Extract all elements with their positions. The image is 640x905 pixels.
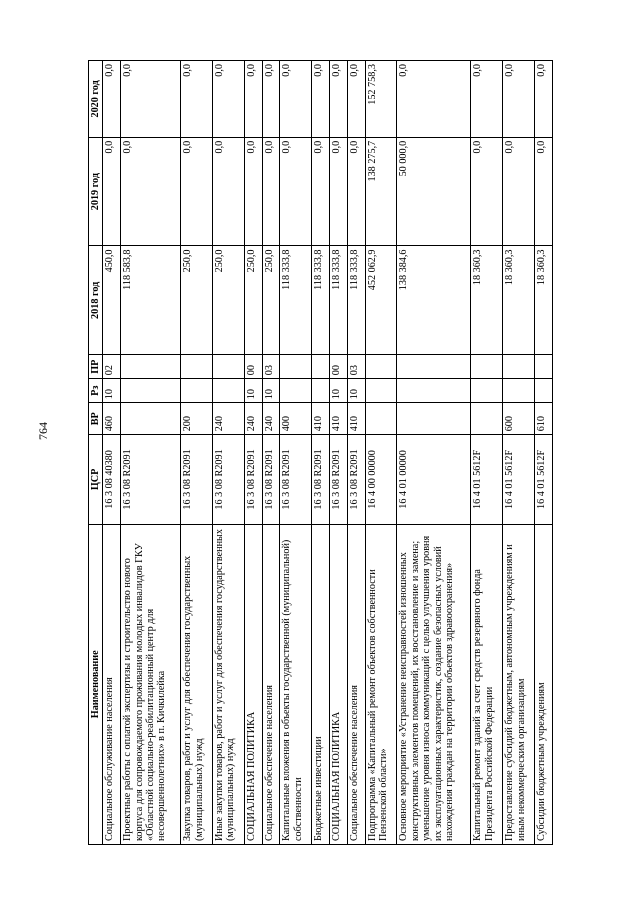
cell-2019: 0,0 [471, 137, 503, 246]
cell-vr: 240 [213, 403, 245, 435]
cell-2020: 0,0 [181, 61, 213, 138]
cell-vr [365, 403, 397, 435]
cell-2019: 138 275,7 [365, 137, 397, 246]
cell-2019: 0,0 [503, 137, 535, 246]
cell-2019: 0,0 [244, 137, 262, 246]
cell-csr: 16 4 01 5612F [471, 435, 503, 524]
cell-csr: 16 3 08 R2091 [280, 435, 312, 524]
cell-2018: 250,0 [262, 246, 280, 355]
cell-pr [471, 355, 503, 379]
cell-2019: 0,0 [280, 137, 312, 246]
cell-2020: 0,0 [535, 61, 553, 138]
cell-2019: 0,0 [213, 137, 245, 246]
table-row [213, 61, 245, 845]
cell-pr [280, 355, 312, 379]
cell-vr: 200 [181, 403, 213, 435]
cell-pr [121, 355, 181, 379]
cell-2019: 0,0 [103, 137, 121, 246]
cell-2019: 0,0 [121, 137, 181, 246]
cell-csr: 16 3 08 R2091 [181, 435, 213, 524]
cell-name: Социальное обеспечение населения [347, 524, 365, 844]
cell-2018: 18 360,3 [535, 246, 553, 355]
cell-pr: 00 [330, 355, 348, 379]
rotated-table-container [88, 60, 553, 845]
table-row [262, 61, 280, 845]
cell-vr: 400 [280, 403, 312, 435]
cell-2020: 0,0 [347, 61, 365, 138]
cell-pr [365, 355, 397, 379]
cell-2018: 250,0 [181, 246, 213, 355]
cell-name: СОЦИАЛЬНАЯ ПОЛИТИКА [244, 524, 262, 844]
table-row [280, 61, 312, 845]
cell-2018: 118 583,8 [121, 246, 181, 355]
cell-vr [121, 403, 181, 435]
cell-pr [312, 355, 330, 379]
cell-csr: 16 3 08 R2091 [121, 435, 181, 524]
cell-vr: 600 [503, 403, 535, 435]
cell-rz: 10 [347, 379, 365, 403]
cell-csr: 16 3 08 R2091 [244, 435, 262, 524]
header-vr: ВР [89, 403, 103, 435]
cell-pr: 03 [347, 355, 365, 379]
cell-rz [181, 379, 213, 403]
table-row [365, 61, 397, 845]
cell-name: Закупка товаров, работ и услуг для обеспечения государственных (муниципальных) нужд [181, 524, 213, 844]
cell-2019: 50 000,0 [397, 137, 471, 246]
header-csr: ЦСР [89, 435, 103, 524]
header-pr: ПР [89, 355, 103, 379]
cell-rz [121, 379, 181, 403]
cell-pr: 03 [262, 355, 280, 379]
cell-2018: 250,0 [244, 246, 262, 355]
cell-csr: 16 4 00 00000 [365, 435, 397, 524]
cell-pr: 02 [103, 355, 121, 379]
cell-rz [280, 379, 312, 403]
cell-name: Подпрограмма «Капитальный ремонт объектов собственности Пензенской области» [365, 524, 397, 844]
cell-2019: 0,0 [330, 137, 348, 246]
cell-rz [471, 379, 503, 403]
cell-name: Субсидии бюджетным учреждениям [535, 524, 553, 844]
cell-pr [535, 355, 553, 379]
cell-vr: 610 [535, 403, 553, 435]
cell-pr [213, 355, 245, 379]
cell-2019: 0,0 [347, 137, 365, 246]
table-body [103, 61, 553, 845]
cell-2018: 18 360,3 [503, 246, 535, 355]
table-row [312, 61, 330, 845]
cell-name: Основное мероприятие «Устранение неисправностей изношенных конструктивных элементов помещений, их восстановление и замена; уменьшение уровня износа коммуникаций с целью улучшения уровня их эксплуатационных характеристик, создание безопасных условий нахождения граждан на территории объектов здравоохранения» [397, 524, 471, 844]
table-row [103, 61, 121, 845]
table-row [397, 61, 471, 845]
cell-name: Предоставление субсидий бюджетным, автономным учреждениям и иным некоммерческим организациям [503, 524, 535, 844]
cell-2020: 0,0 [244, 61, 262, 138]
cell-2020: 0,0 [330, 61, 348, 138]
cell-vr [471, 403, 503, 435]
cell-2020: 0,0 [213, 61, 245, 138]
cell-rz: 10 [103, 379, 121, 403]
header-2018: 2018 год [89, 246, 103, 355]
cell-2020: 152 758,3 [365, 61, 397, 138]
cell-2018: 452 062,9 [365, 246, 397, 355]
cell-csr: 16 4 01 5612F [535, 435, 553, 524]
cell-name: СОЦИАЛЬНАЯ ПОЛИТИКА [330, 524, 348, 844]
cell-csr: 16 3 08 R2091 [213, 435, 245, 524]
cell-vr: 240 [244, 403, 262, 435]
cell-2018: 118 333,8 [312, 246, 330, 355]
cell-name: Капитальные вложения в объекты государственной (муниципальной) собственности [280, 524, 312, 844]
cell-vr: 460 [103, 403, 121, 435]
header-rz: Рз [89, 379, 103, 403]
table-row [244, 61, 262, 845]
cell-rz [535, 379, 553, 403]
page-number: 764 [36, 422, 50, 440]
cell-2019: 0,0 [535, 137, 553, 246]
cell-name: Капитальный ремонт зданий за счет средств резервного фонда Президента Российской Федерации [471, 524, 503, 844]
cell-2018: 18 360,3 [471, 246, 503, 355]
header-name: Наименование [89, 524, 103, 844]
cell-name: Социальное обеспечение населения [262, 524, 280, 844]
cell-csr: 16 3 08 R2091 [262, 435, 280, 524]
cell-2020: 0,0 [503, 61, 535, 138]
cell-rz [365, 379, 397, 403]
cell-2018: 118 333,8 [280, 246, 312, 355]
cell-vr: 240 [262, 403, 280, 435]
table-row [181, 61, 213, 845]
cell-csr: 16 3 08 R2091 [330, 435, 348, 524]
cell-vr: 410 [312, 403, 330, 435]
cell-vr: 410 [347, 403, 365, 435]
cell-pr [503, 355, 535, 379]
cell-rz [397, 379, 471, 403]
cell-2020: 0,0 [280, 61, 312, 138]
cell-rz: 10 [262, 379, 280, 403]
cell-2020: 0,0 [262, 61, 280, 138]
cell-2020: 0,0 [471, 61, 503, 138]
cell-csr: 16 3 08 R2091 [347, 435, 365, 524]
cell-2018: 250,0 [213, 246, 245, 355]
cell-rz [503, 379, 535, 403]
budget-table [88, 60, 553, 845]
table-header-row [89, 61, 103, 845]
cell-rz [213, 379, 245, 403]
cell-2019: 0,0 [181, 137, 213, 246]
cell-rz [312, 379, 330, 403]
cell-name: Бюджетные инвестиции [312, 524, 330, 844]
table-row [330, 61, 348, 845]
cell-name: Иные закупки товаров, работ и услуг для обеспечения государственных (муниципальных) нужд [213, 524, 245, 844]
cell-2018: 118 333,8 [330, 246, 348, 355]
cell-2018: 138 384,6 [397, 246, 471, 355]
cell-2018: 118 333,8 [347, 246, 365, 355]
cell-rz: 10 [330, 379, 348, 403]
header-2019: 2019 год [89, 137, 103, 246]
cell-2019: 0,0 [312, 137, 330, 246]
cell-2020: 0,0 [312, 61, 330, 138]
cell-pr: 00 [244, 355, 262, 379]
table-row [121, 61, 181, 845]
cell-2020: 0,0 [103, 61, 121, 138]
cell-csr: 16 3 08 40380 [103, 435, 121, 524]
cell-2019: 0,0 [262, 137, 280, 246]
header-2020: 2020 год [89, 61, 103, 138]
cell-name: Проектные работы с оплатой экспертизы и строительство нового корпуса для сопровождаемого проживания молодых инвалидов ГКУ «Областной социально-реабилитационный центр для несовершеннолетних» в п. Кичкилейка [121, 524, 181, 844]
cell-pr [181, 355, 213, 379]
cell-vr [397, 403, 471, 435]
cell-csr: 16 4 01 00000 [397, 435, 471, 524]
table-row [503, 61, 535, 845]
cell-2020: 0,0 [121, 61, 181, 138]
table-row [535, 61, 553, 845]
cell-name: Социальное обслуживание населения [103, 524, 121, 844]
cell-rz: 10 [244, 379, 262, 403]
cell-2018: 450,0 [103, 246, 121, 355]
cell-csr: 16 3 08 R2091 [312, 435, 330, 524]
cell-pr [397, 355, 471, 379]
table-row [347, 61, 365, 845]
cell-vr: 410 [330, 403, 348, 435]
table-row [471, 61, 503, 845]
cell-csr: 16 4 01 5612F [503, 435, 535, 524]
cell-2020: 0,0 [397, 61, 471, 138]
